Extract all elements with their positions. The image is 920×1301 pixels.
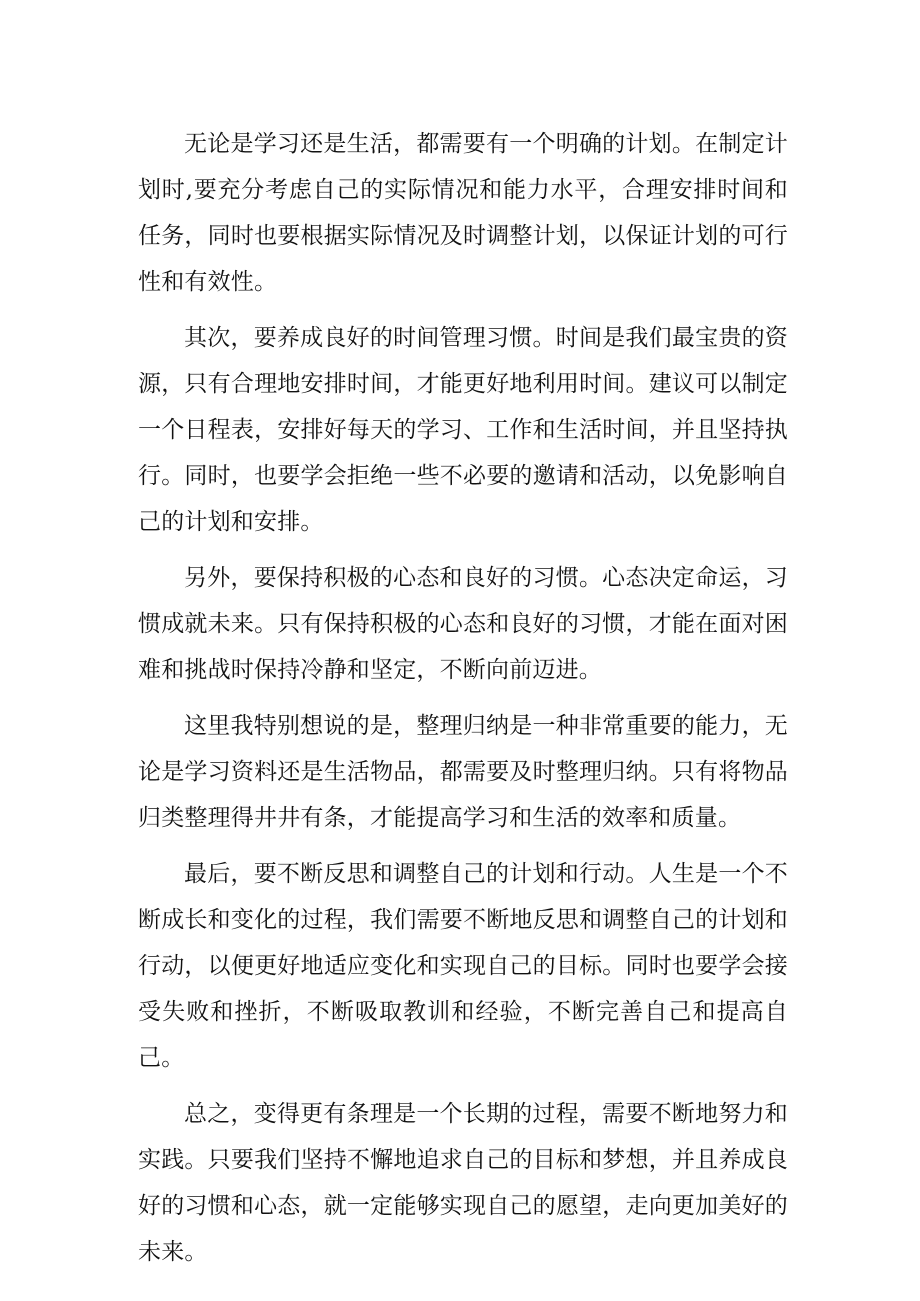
paragraph-reflection: 最后，要不断反思和调整自己的计划和行动。人生是一个不断成长和变化的过程，我们需要不断地反思和调整自己的计划和行动，以便更好地适应变化和实现自己的目标。同时也要学会接受失败和挫折，不断吸取教训和经验，不断完善自己和提高自己。 [138,861,788,1071]
paragraph-organizing: 这里我特别想说的是，整理归纳是一种非常重要的能力，无论是学习资料还是生活物品，都需要及时整理归纳。只有将物品归类整理得井井有条，才能提高学习和生活的效率和质量。 [138,713,788,831]
paragraph-planning: 无论是学习还是生活，都需要有一个明确的计划。在制定计划时,要充分考虑自己的实际情况和能力水平，合理安排时间和任务，同时也要根据实际情况及时调整计划，以保证计划的可行性和有效性。 [138,131,788,295]
paragraph-positive-mindset: 另外，要保持积极的心态和良好的习惯。心态决定命运，习惯成就未来。只有保持积极的心态和良好的习惯，才能在面对困难和挑战时保持冷静和坚定，不断向前迈进。 [138,565,788,683]
paragraph-time-management: 其次，要养成良好的时间管理习惯。时间是我们最宝贵的资源，只有合理地安排时间，才能更好地利用时间。建议可以制定一个日程表，安排好每天的学习、工作和生活时间，并且坚持执行。同时，也要学会拒绝一些不必要的邀请和活动，以免影响自己的计划和安排。 [138,325,788,535]
document-body [138,121,788,1285]
paragraph-conclusion: 总之，变得更有条理是一个长期的过程，需要不断地努力和实践。只要我们坚持不懈地追求自己的目标和梦想，并且养成良好的习惯和心态，就一定能够实现自己的愿望，走向更加美好的未来。 [138,1101,788,1265]
